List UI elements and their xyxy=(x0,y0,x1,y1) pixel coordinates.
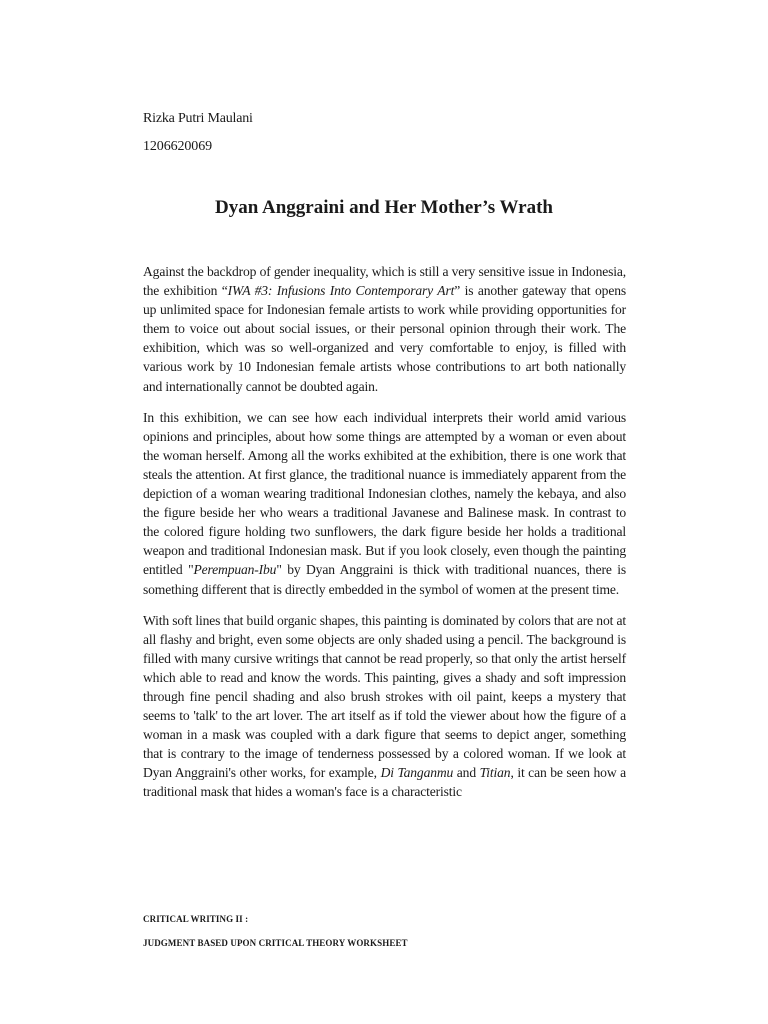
essay-title: Dyan Anggraini and Her Mother’s Wrath xyxy=(215,197,553,218)
artwork-title-di-tanganmu: Di Tanganmu xyxy=(380,765,454,781)
student-id: 1206620069 xyxy=(143,139,213,154)
paragraph-3-text-c: , it can be seen how a traditional mask that hides a woman's face is a characteristic xyxy=(143,765,626,800)
paragraph-2-text-b: " by Dyan Anggraini is thick with traditional nuances, there is something different that is directly embedded in the symbol of women at the present time. xyxy=(143,562,626,597)
paragraph-3-text-a: With soft lines that build organic shapes, this painting is dominated by colors that are not at all flashy and bright, even some objects are only shaded using a pencil. The background is filled with many cursive writings that cannot be read properly, so that only the artist herself which able to read and know the words. This painting, gives a shady and soft impression through fine pencil shading and also brush strokes with oil paint, keeps a mystery that seems to 'talk' to the art lover. The art itself as if told the viewer about how the figure of a woman in a mask was coupled with a dark figure that seems to depict anger, something that is contrary to the image of tenderness possessed by a colored woman. If we look at Dyan Anggraini's other works, for example, xyxy=(143,612,626,781)
paragraph-3 xyxy=(143,611,626,802)
paragraph-1 xyxy=(143,262,626,396)
paragraph-1-text-a: Against the backdrop of gender inequality, which is still a very sensitive issue in Indonesia, the exhibition “ xyxy=(143,264,626,299)
footer-worksheet-name: JUDGMENT BASED UPON CRITICAL THEORY WORKSHEET xyxy=(143,938,408,948)
paragraph-2 xyxy=(143,408,626,599)
exhibition-title: IWA #3: Infusions Into Contemporary Art xyxy=(227,283,455,299)
footer-course-name: CRITICAL WRITING II : xyxy=(143,914,249,924)
paragraph-2-text-a: In this exhibition, we can see how each individual interprets their world amid various opinions and principles, about how some things are attempted by a woman or even about the woman herself. Among all the works exhibited at the exhibition, there is one work that steals the attention. At first glance, the traditional nuance is immediately apparent from the depiction of a woman wearing traditional Indonesian clothes, namely the kebaya, and also the figure beside her who wears a traditional Javanese and Balinese mask. In contrast to the colored figure holding two sunflowers, the dark figure beside her holds a traditional weapon and traditional Indonesian mask. But if you look closely, even though the painting entitled " xyxy=(143,409,626,578)
author-name: Rizka Putri Maulani xyxy=(143,111,253,126)
essay-body xyxy=(143,262,626,812)
artwork-title-titian: Titian xyxy=(479,765,511,781)
paragraph-1-text-b: ” is another gateway that opens up unlimited space for Indonesian female artists to work while providing opportunities for them to voice out about social issues, or their personal opinion through their work. The exhibition, which was so well-organized and very comfortable to enjoy, is filled with various work by 10 Indonesian female artists whose contributions to art both nationally and internationally cannot be doubted again. xyxy=(143,283,626,394)
painting-title: Perempuan-Ibu xyxy=(193,562,277,578)
paragraph-3-text-b: and xyxy=(453,765,480,781)
